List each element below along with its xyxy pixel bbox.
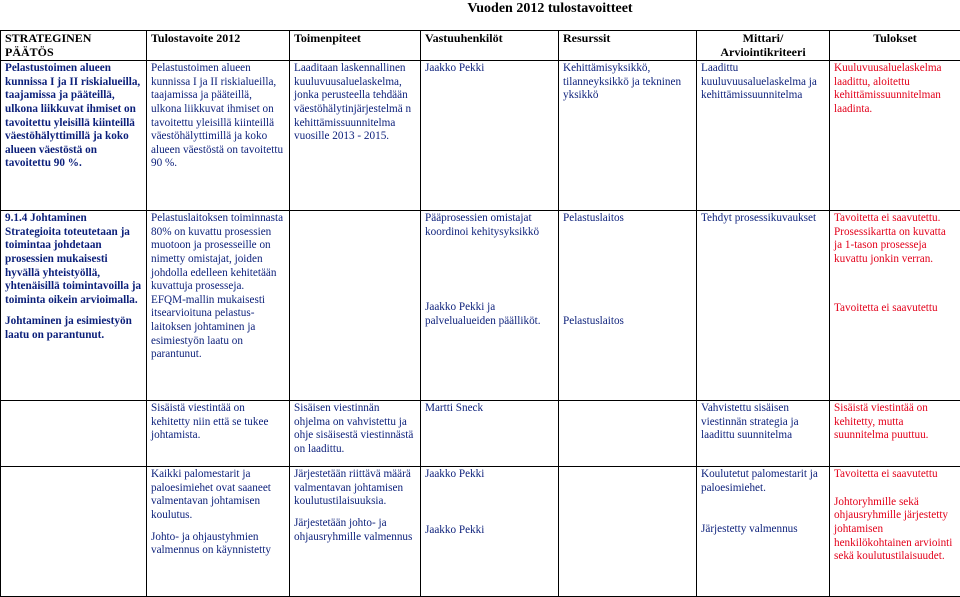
result-cell: Kuuluvuusaluelaskelma laadittu, aloitettu kehittämissuunnitelman laadinta. (830, 61, 960, 211)
action-cell: Laaditaan laskennallinen kuuluvuusaluelaskelma, jonka perusteella tehdään väestöhälytinjärjestelmä n kehittämissuunnitelma vuosille 2013 - 2015. (290, 61, 421, 211)
result-text: Tavoitetta ei saavutettu. Prosessikartta on kuvatta ja 1-tason prosesseja kuvattu jonkin verran. (834, 212, 956, 266)
table-row (1, 211, 960, 401)
result-cell (830, 467, 960, 597)
responsible-text: Jaakko Pekki (425, 468, 554, 482)
resources-text: Pelastuslaitos (563, 315, 692, 329)
result-text: Johtoryhmille sekä ohjausryhmille järjestetty johtamisen henkilökohtainen arviointi sekä koulutustilaisuudet. (834, 496, 956, 564)
header-row (1, 31, 960, 61)
goal-text: EFQM-mallin mukaisesti itsearvioituna pelastus-laitoksen johtaminen ja esimiestyön laatu on parantunut. (151, 294, 285, 362)
table-row (1, 467, 960, 597)
responsible-cell: Jaakko Pekki (421, 61, 559, 211)
strategic-text: Johtaminen ja esimiestyön laatu on parantunut. (5, 315, 142, 342)
goal-cell (147, 211, 290, 401)
action-cell: Sisäisen viestinnän ohjelma on vahvistettu ja ohje sisäisestä viestinnästä on laadittu. (290, 401, 421, 467)
goal-text: Pelastuslaitoksen toiminnasta 80% on kuvattu prosessien muotoon ja prosesseille on nimetty omistajat, joiden johdolla edelleen kehitetään kuvattuja prosesseja. (151, 212, 285, 294)
action-cell (290, 211, 421, 401)
resources-cell (559, 211, 697, 401)
meter-cell (697, 467, 830, 597)
goal-cell: Sisäistä viestintää on kehitetty niin että se tukee johtamista. (147, 401, 290, 467)
result-text: Tavoitetta ei saavutettu (834, 302, 956, 316)
header-meter: Mittari/ Arviointikriteeri (697, 31, 830, 61)
goal-cell (147, 467, 290, 597)
table-row (1, 61, 960, 211)
header-results: Tulokset (830, 31, 960, 61)
header-resources: Resurssit (559, 31, 697, 61)
responsible-text: Pääprosessien omistajat koordinoi kehitysyksikkö (425, 212, 554, 239)
strategic-cell: Pelastustoimen alueen kunnissa I ja II riskialueilla, taajamissa ja pääteillä, ulkona liikkuvat ihmiset on tavoitettu yleisillä kiinteillä väestöhälyttimillä ja koko alueen väestöstä on tavoitettu 90 %. (1, 61, 147, 211)
resources-cell: Kehittämisyksikkö, tilanneyksikkö ja tekninen yksikkö (559, 61, 697, 211)
goals-table (0, 30, 960, 597)
strategic-text: Strategioita toteutetaan ja toimintaa johdetaan prosessien mukaisesti hyvällä yhteistyöllä, yhtenäisillä toimintavoilla ja toiminta oikein arvioimalla. (5, 226, 142, 308)
responsible-cell: Martti Sneck (421, 401, 559, 467)
meter-cell: Vahvistettu sisäisen viestinnän strategia ja laadittu suunnitelma (697, 401, 830, 467)
meter-cell: Laadittu kuuluvuusaluelaskelma ja kehittämissuunnitelma (697, 61, 830, 211)
table-row (1, 401, 960, 467)
action-cell (290, 467, 421, 597)
responsible-cell (421, 467, 559, 597)
responsible-text: Jaakko Pekki ja palvelualueiden päälliköt. (425, 301, 554, 328)
resources-cell (559, 467, 697, 597)
meter-text: Koulutetut palomestarit ja paloesimiehet. (701, 468, 825, 495)
result-text: Tavoitetta ei saavutettu (834, 468, 956, 482)
goal-text: Johto- ja ohjaustyhmien valmennus on käynnistetty (151, 531, 285, 558)
meter-cell (697, 211, 830, 401)
header-goal: Tulostavoite 2012 (147, 31, 290, 61)
goal-text: Kaikki palomestarit ja paloesimiehet ovat saaneet valmentavan johtamisen koulutus. (151, 468, 285, 522)
responsible-text: Jaakko Pekki (425, 524, 554, 538)
header-responsible: Vastuuhenkilöt (421, 31, 559, 61)
section-number: 9.1.4 Johtaminen (5, 212, 142, 226)
meter-text: Tehdyt prosessikuvaukset (701, 212, 825, 226)
result-cell (830, 211, 960, 401)
strategic-cell (1, 401, 147, 467)
resources-text: Pelastuslaitos (563, 212, 692, 226)
meter-text: Järjestetty valmennus (701, 523, 825, 537)
page-title: Vuoden 2012 tulostavoitteet (0, 0, 960, 22)
responsible-cell (421, 211, 559, 401)
header-strategic: STRATEGINEN PÄÄTÖS (1, 31, 147, 61)
resources-cell (559, 401, 697, 467)
action-text: Järjestetään riittävä määrä valmentavan johtamisen koulutustilaisuuksia. (294, 468, 416, 509)
goal-cell: Pelastustoimen alueen kunnissa I ja II riskialueilla, taajamissa ja pääteillä, ulkona liikkuvat ihmiset on tavoitettu yleisillä kiinteillä väestöhälyttimillä ja koko alueen väestöstä on tavoitettu 90 %. (147, 61, 290, 211)
strategic-cell (1, 467, 147, 597)
action-text: Järjestetään johto- ja ohjausryhmille valmennus (294, 517, 416, 544)
result-cell: Sisäistä viestintää on kehitetty, mutta suunnitelma puuttuu. (830, 401, 960, 467)
strategic-cell (1, 211, 147, 401)
header-actions: Toimenpiteet (290, 31, 421, 61)
